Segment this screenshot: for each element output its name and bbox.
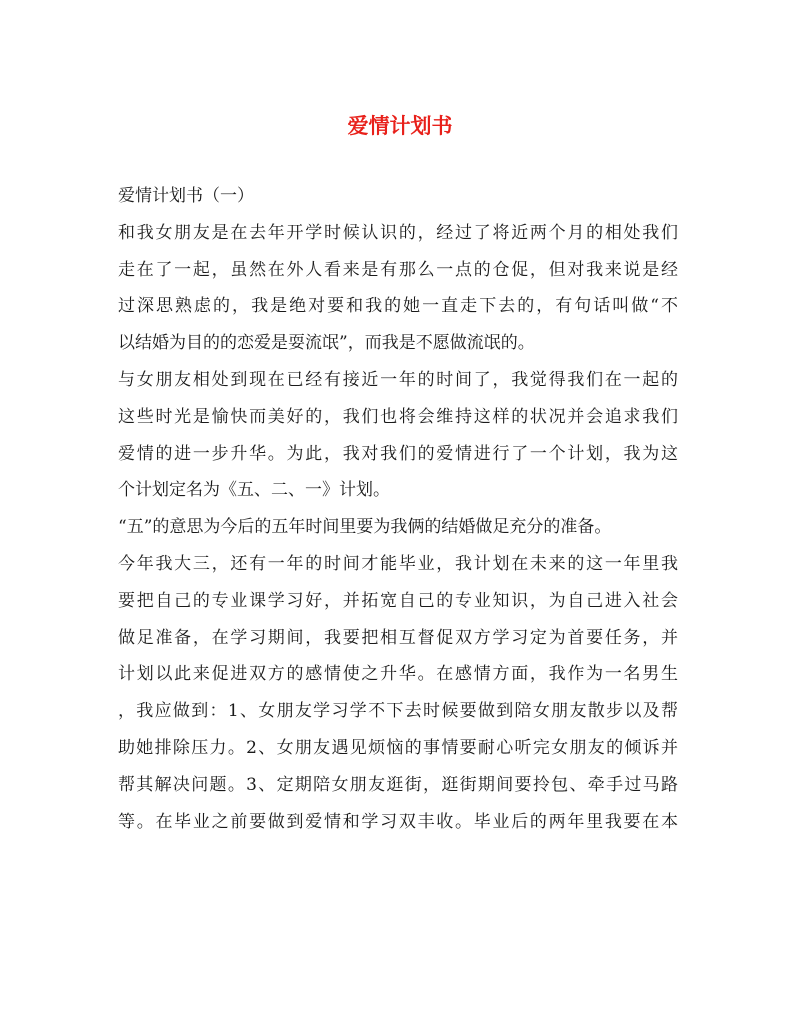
- paragraph-line: 以结婚为目的的恋爱是耍流氓”，而我是不愿做流氓的。: [118, 333, 535, 354]
- paragraph-line: 过深思熟虑的，我是绝对要和我的她一直走下去的，有句话叫做“不: [118, 296, 678, 317]
- paragraph-line: 爱情的进一步升华。为此，我对我们的爱情进行了一个计划，我为这: [118, 443, 678, 464]
- document-body: [118, 178, 678, 840]
- section-heading: 爱情计划书（一）: [118, 186, 254, 206]
- paragraph-line: 这些时光是愉快而美好的，我们也将会维持这样的状况并会追求我们: [118, 406, 678, 427]
- paragraph-line: 个计划定名为《五、二、一》计划。: [118, 480, 390, 501]
- paragraph-line: ，我应做到：1、女朋友学习学不下去时候要做到陪女朋友散步以及帮: [118, 701, 678, 722]
- paragraph-line: 做足准备，在学习期间，我要把相互督促双方学习定为首要任务，并: [118, 627, 678, 648]
- paragraph-line: 和我女朋友是在去年开学时候认识的，经过了将近两个月的相处我们: [118, 222, 678, 243]
- document-title: 爱情计划书: [347, 113, 453, 138]
- paragraph-line: 要把自己的专业课学习好，并拓宽自己的专业知识，为自己进入社会: [118, 590, 678, 611]
- paragraph-line: 今年我大三，还有一年的时间才能毕业，我计划在未来的这一年里我: [118, 553, 678, 574]
- paragraph-line: 帮其解决问题。3、定期陪女朋友逛街，逛街期间要拎包、牵手过马路: [118, 774, 678, 795]
- paragraph-line: 走在了一起，虽然在外人看来是有那么一点的仓促，但对我来说是经: [118, 259, 678, 280]
- paragraph-line: 等。在毕业之前要做到爱情和学习双丰收。毕业后的两年里我要在本: [118, 811, 678, 832]
- paragraph-line: 计划以此来促进双方的感情使之升华。在感情方面，我作为一名男生: [118, 664, 678, 685]
- paragraph-line: “五”的意思为今后的五年时间里要为我俩的结婚做足充分的准备。: [118, 517, 612, 538]
- paragraph-line: 与女朋友相处到现在已经有接近一年的时间了，我觉得我们在一起的: [118, 369, 678, 390]
- paragraph-line: 助她排除压力。2、女朋友遇见烦恼的事情要耐心听完女朋友的倾诉并: [118, 737, 678, 758]
